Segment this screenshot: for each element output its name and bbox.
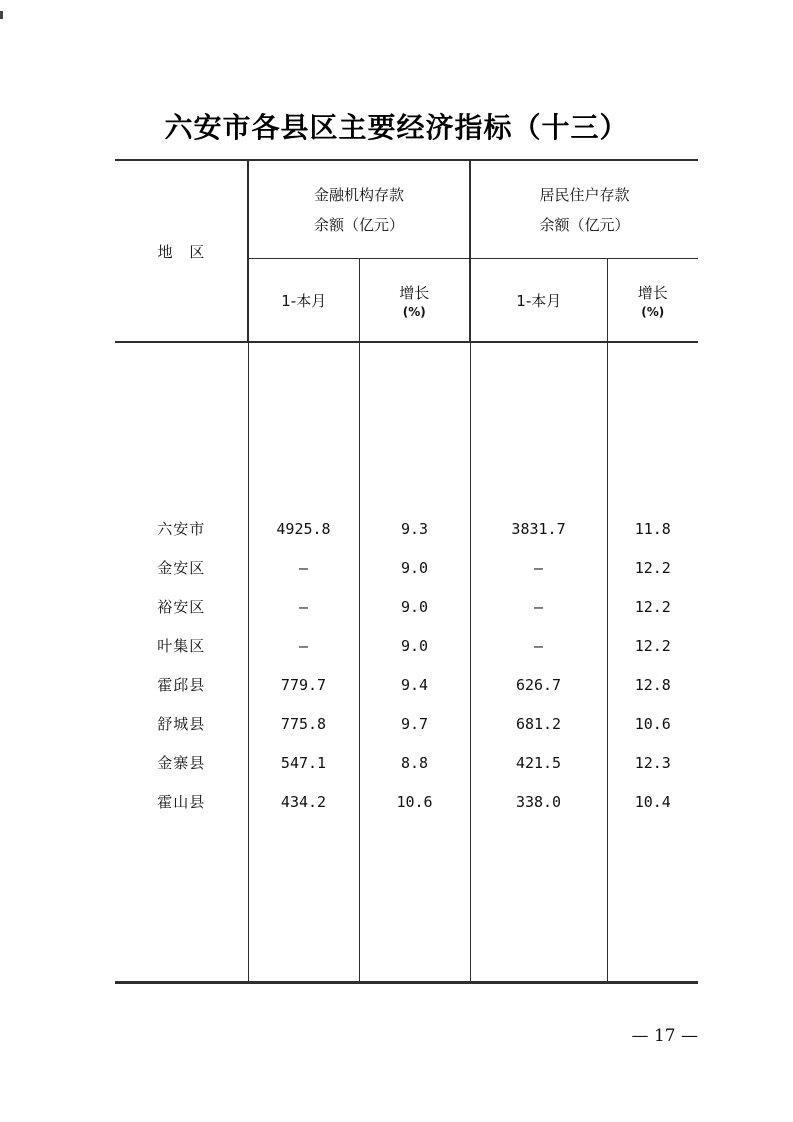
cell-value: 10.4	[634, 792, 671, 811]
region-name: 叶集区	[115, 626, 248, 665]
cell-value: 12.8	[634, 675, 671, 694]
cell-value: 9.4	[359, 665, 470, 704]
cell-value: –	[248, 626, 359, 665]
cell-value: 421.5	[470, 743, 607, 782]
scan-artifact	[0, 11, 3, 19]
cell-value: 12.2	[634, 558, 671, 577]
region-name: 舒城县	[115, 704, 248, 743]
cell-value: 9.3	[359, 509, 470, 548]
cell-value: 626.7	[470, 665, 607, 704]
cell-value: 9.7	[359, 704, 470, 743]
region-name: 裕安区	[115, 587, 248, 626]
cell-value: 12.3	[634, 753, 671, 772]
cell-value: –	[248, 587, 359, 626]
cell-value: 9.0	[359, 587, 470, 626]
table-row	[115, 782, 698, 821]
table-row	[115, 548, 698, 587]
cell-value: 779.7	[248, 665, 359, 704]
cell-value: 11.8	[634, 519, 671, 538]
cell-value: 10.6	[359, 782, 470, 821]
group-label-line2: 余额（亿元）	[314, 215, 405, 234]
column-header-growth-2	[607, 259, 698, 343]
cell-value: 3831.7	[470, 509, 607, 548]
cell-value: 9.0	[359, 548, 470, 587]
cell-value: 9.0	[359, 626, 470, 665]
cell-value: –	[470, 548, 607, 587]
group-label-line1: 金融机构存款	[314, 185, 405, 204]
region-name: 金寨县	[115, 743, 248, 782]
cell-value: 681.2	[470, 704, 607, 743]
cell-value: –	[470, 587, 607, 626]
table-row	[115, 665, 698, 704]
table-row	[115, 509, 698, 548]
region-name: 六安市	[115, 509, 248, 548]
region-name: 霍山县	[115, 782, 248, 821]
region-name: 霍邱县	[115, 665, 248, 704]
table-row	[115, 587, 698, 626]
column-header-month-total-1	[248, 259, 359, 343]
table-row	[115, 704, 698, 743]
region-name: 金安区	[115, 548, 248, 587]
column-header-region: 地 区	[115, 160, 248, 342]
cell-value: –	[470, 626, 607, 665]
group-label-line1: 居民住户存款	[539, 185, 630, 204]
page-number: — 17 —	[631, 1026, 698, 1046]
cell-value: 8.8	[359, 743, 470, 782]
sub-header-label: 1-本月	[516, 291, 562, 310]
column-header-month-total-2	[470, 259, 607, 343]
cell-value: –	[248, 548, 359, 587]
cell-value: 4925.8	[248, 509, 359, 548]
group-header-row	[115, 160, 698, 259]
sub-header-unit: (%)	[641, 304, 665, 319]
group-label-line2: 余额（亿元）	[539, 215, 630, 234]
cell-value: 10.6	[634, 714, 671, 733]
cell-value: 547.1	[248, 743, 359, 782]
table-spacer-bottom	[115, 821, 698, 983]
cell-value: 12.2	[634, 597, 671, 616]
page-title: 六安市各县区主要经济指标（十三）	[164, 111, 629, 144]
cell-value: 338.0	[470, 782, 607, 821]
column-group-financial-deposits	[248, 160, 470, 259]
sub-header-label: 增长	[399, 283, 430, 302]
cell-value: 434.2	[248, 782, 359, 821]
economic-indicators-table	[115, 159, 698, 984]
table-spacer-top	[115, 342, 698, 509]
column-group-household-deposits	[470, 160, 698, 259]
table-row	[115, 626, 698, 665]
sub-header-label: 1-本月	[281, 291, 327, 310]
sub-header-label: 增长	[637, 283, 668, 302]
cell-value: 775.8	[248, 704, 359, 743]
sub-header-unit: (%)	[402, 304, 426, 319]
table-row	[115, 743, 698, 782]
cell-value: 12.2	[634, 636, 671, 655]
column-header-growth-1	[359, 259, 470, 343]
